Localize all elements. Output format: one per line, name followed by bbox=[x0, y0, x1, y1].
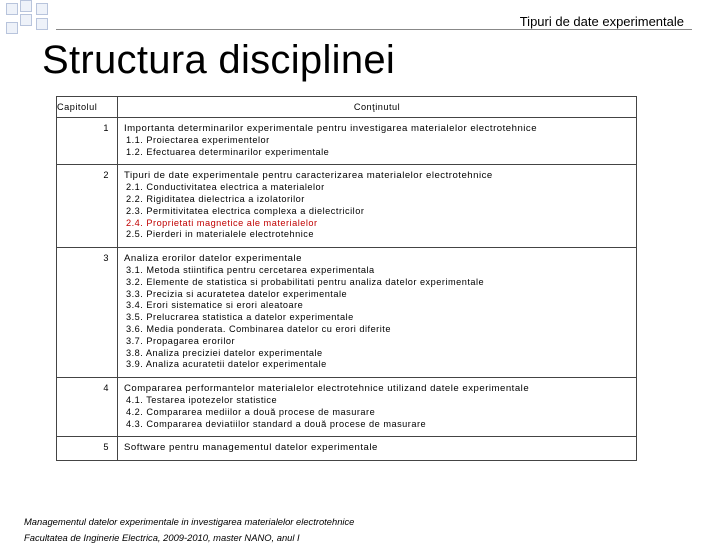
chapter-title: Tipuri de date experimentale pentru caracterizarea materialelor electrotehnice bbox=[124, 170, 493, 182]
footer-line-2: Facultatea de Inginerie Electrica, 2009-2010, master NANO, anul I bbox=[24, 532, 300, 543]
chapter-title: Software pentru managementul datelor experimentale bbox=[124, 442, 378, 454]
subchapter-item: 3.3. Precizia si acuratetea datelor experimentale bbox=[126, 288, 348, 299]
chapter-number: 2 bbox=[57, 165, 118, 248]
subchapter-item: 3.2. Elemente de statistica si probabilitati pentru analiza datelor experimentale bbox=[126, 276, 485, 287]
slide-title: Structura disciplinei bbox=[42, 38, 396, 82]
subchapter-item: 4.2. Compararea mediilor a două procese de masurare bbox=[126, 406, 376, 417]
table-row bbox=[57, 165, 637, 248]
chapter-title: Analiza erorilor datelor experimentale bbox=[124, 253, 302, 265]
table-row bbox=[57, 118, 637, 165]
subchapter-item: 4.3. Compararea deviatiilor standard a două procese de masurare bbox=[126, 418, 427, 429]
subchapter-item: 3.4. Erori sistematice si erori aleatoare bbox=[126, 300, 304, 311]
syllabus-table bbox=[56, 96, 637, 461]
subchapter-item: 3.9. Analiza acuratetii datelor experimentale bbox=[126, 359, 327, 370]
subchapter-item: 2.5. Pierderi in materialele electrotehnice bbox=[126, 229, 314, 240]
column-header-content: Conţinutul bbox=[118, 97, 637, 118]
chapter-number: 1 bbox=[57, 118, 118, 165]
chapter-content bbox=[118, 118, 637, 165]
subchapter-item: 4.1. Testarea ipotezelor statistice bbox=[126, 394, 278, 405]
footer-line-1: Managementul datelor experimentale in investigarea materialelor electrotehnice bbox=[24, 516, 355, 527]
table-body bbox=[57, 118, 637, 461]
subchapter-item: 2.3. Permitivitatea electrica complexa a dielectricilor bbox=[126, 205, 365, 216]
subchapter-item: 3.7. Propagarea erorilor bbox=[126, 335, 236, 346]
subchapter-item: 2.2. Rigiditatea dielectrica a izolatorilor bbox=[126, 193, 305, 204]
subchapter-item: 2.4. Proprietati magnetice ale materialelor bbox=[126, 217, 318, 228]
subchapter-item: 3.6. Media ponderata. Combinarea datelor cu erori diferite bbox=[126, 323, 391, 334]
chapter-content bbox=[118, 248, 637, 378]
subchapter-item: 3.5. Prelucrarea statistica a datelor experimentale bbox=[126, 312, 354, 323]
header-text: Tipuri de date experimentale bbox=[519, 14, 684, 29]
chapter-content bbox=[118, 165, 637, 248]
subchapter-item: 1.2. Efectuarea determinarilor experimentale bbox=[126, 146, 330, 157]
chapter-number: 4 bbox=[57, 378, 118, 437]
subchapter-item: 3.8. Analiza preciziei datelor experimentale bbox=[126, 347, 323, 358]
corner-decoration bbox=[0, 0, 62, 40]
subchapter-item: 2.1. Conductivitatea electrica a materialelor bbox=[126, 182, 325, 193]
chapter-title: Importanta determinarilor experimentale pentru investigarea materialelor electrotehnice bbox=[124, 123, 538, 134]
table-row bbox=[57, 248, 637, 378]
table-row bbox=[57, 378, 637, 437]
chapter-title: Compararea performantelor materialelor electrotehnice utilizand datele experimentale bbox=[124, 383, 530, 395]
chapter-content bbox=[118, 437, 637, 461]
chapter-content bbox=[118, 378, 637, 437]
header-rule bbox=[56, 29, 692, 30]
table-header-row bbox=[57, 97, 637, 118]
column-header-chapter: Capitolul bbox=[57, 97, 118, 118]
table-row bbox=[57, 437, 637, 461]
footer bbox=[24, 514, 354, 546]
subchapter-item: 1.1. Proiectarea experimentelor bbox=[126, 134, 270, 145]
chapter-number: 3 bbox=[57, 248, 118, 378]
subchapter-item: 3.1. Metoda stiintifica pentru cercetarea experimentala bbox=[126, 264, 375, 275]
chapter-number: 5 bbox=[57, 437, 118, 461]
